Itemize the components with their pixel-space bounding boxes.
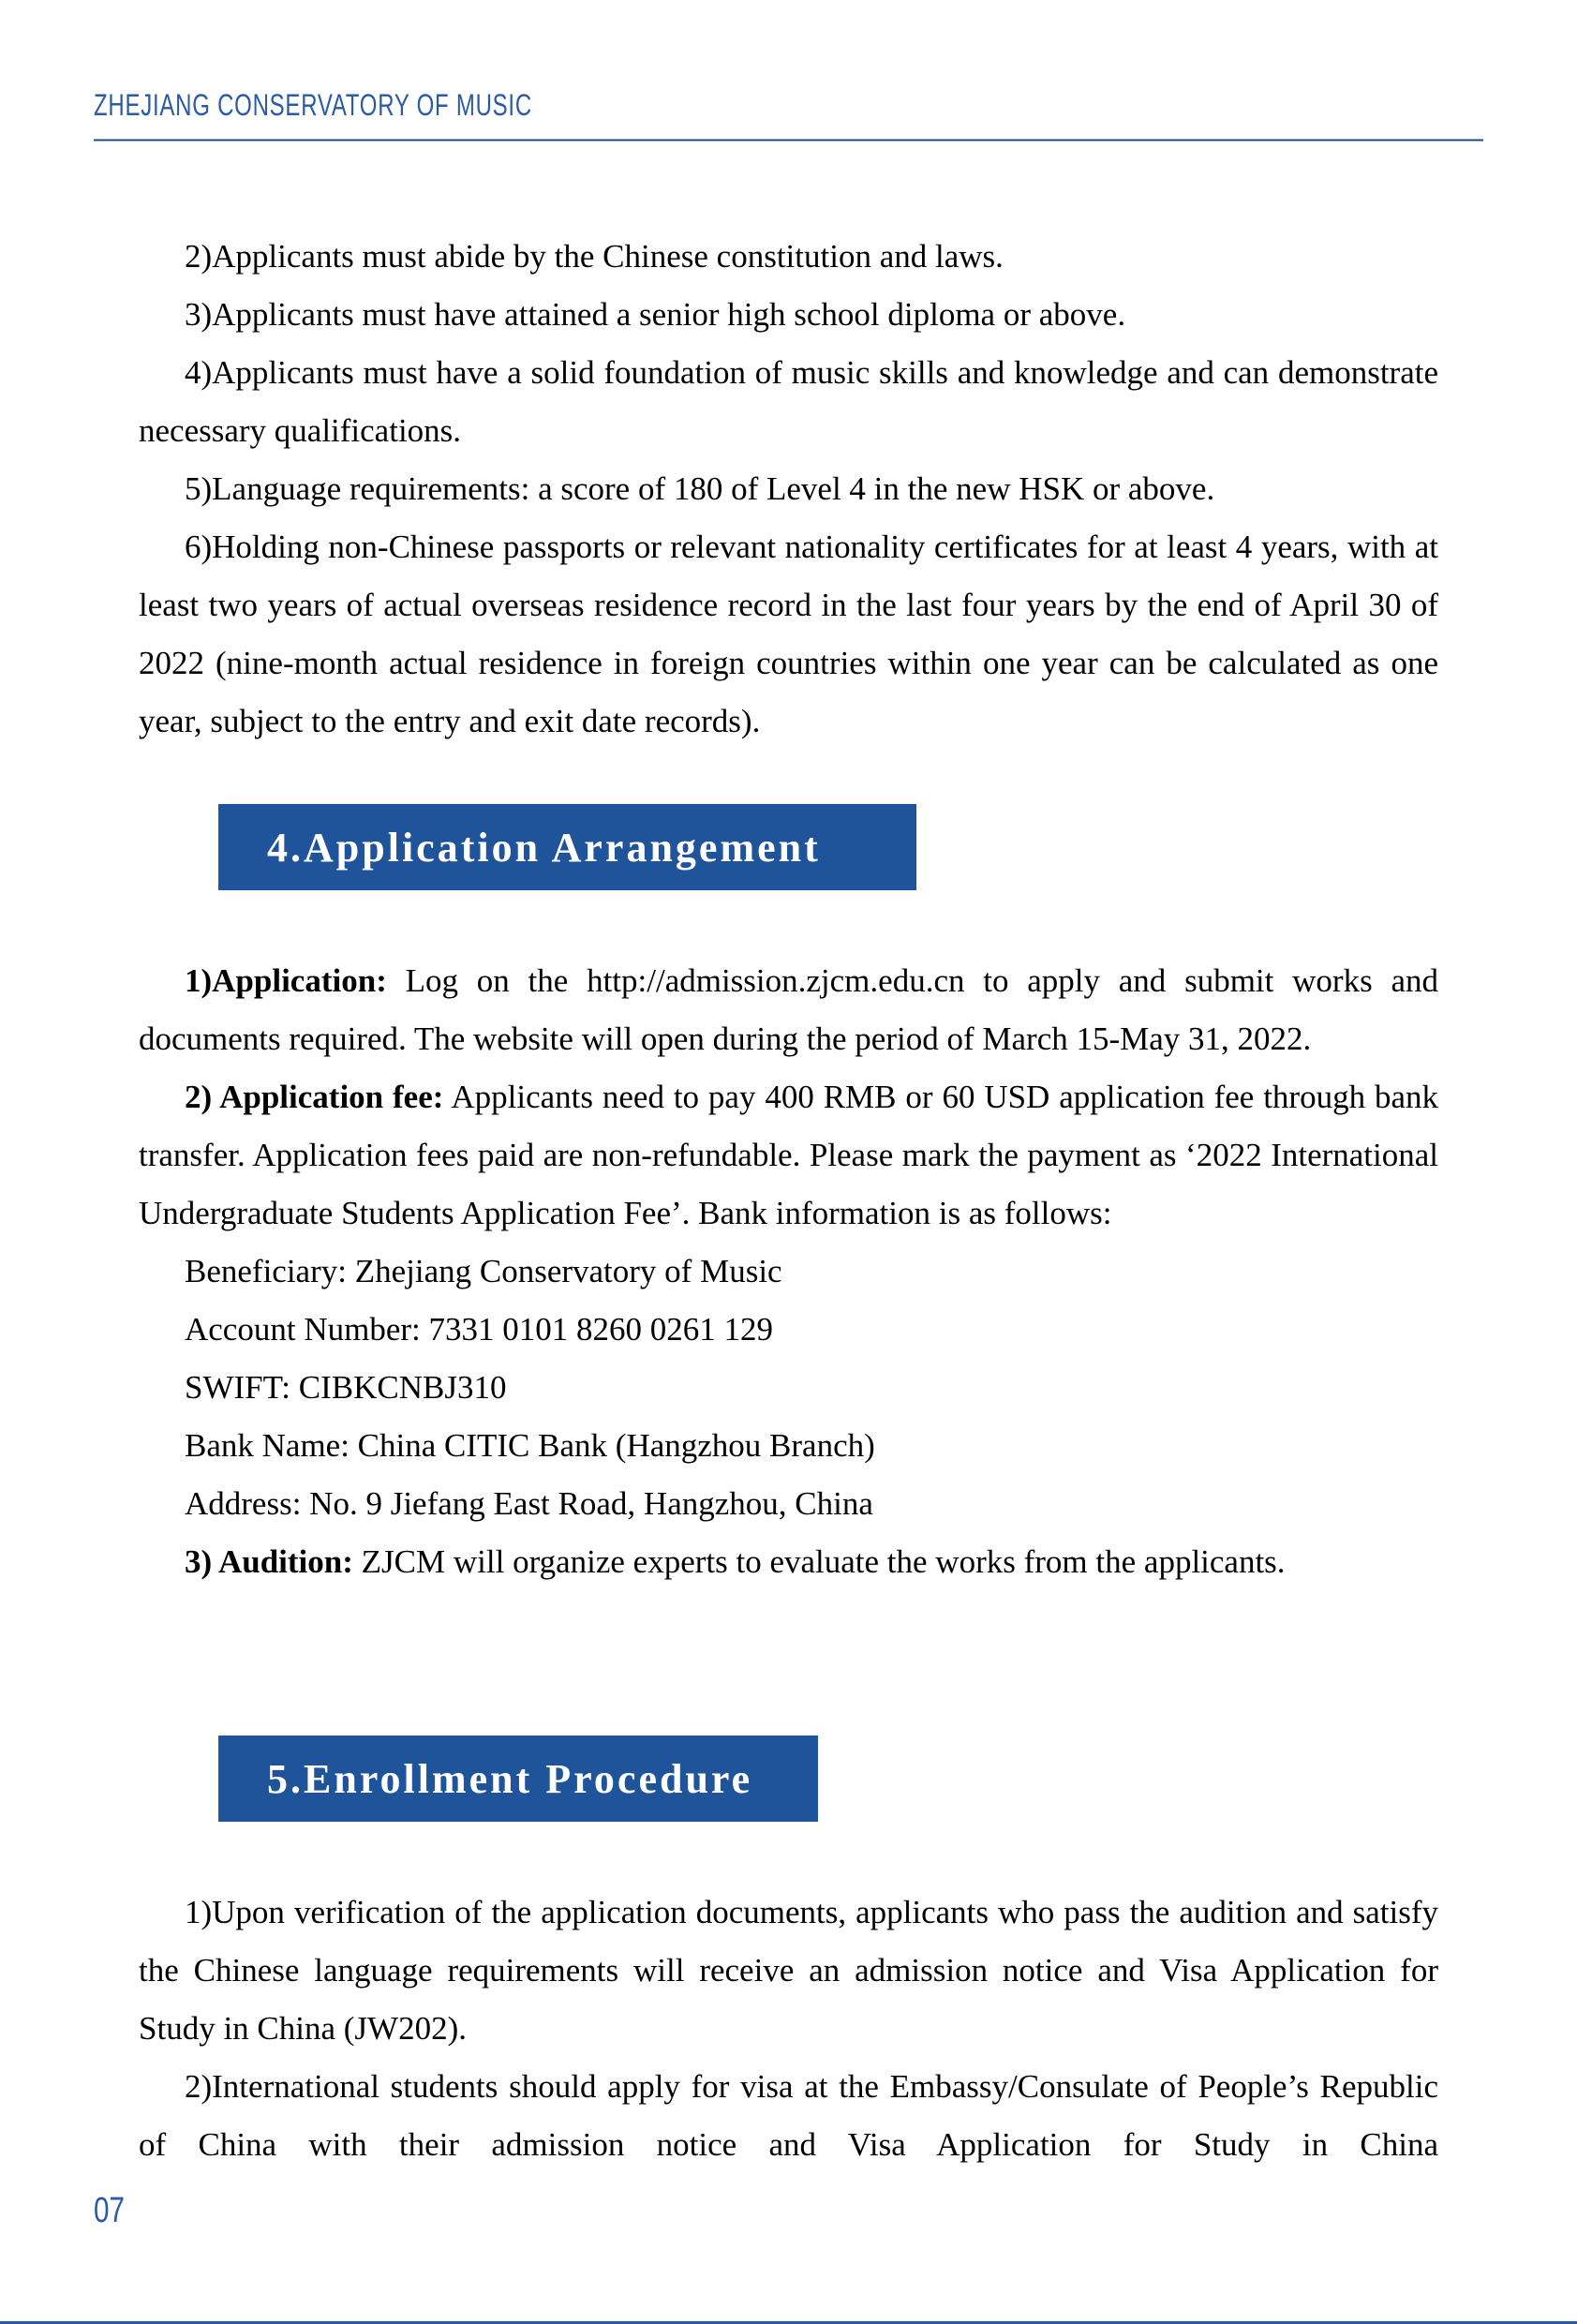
enrollment-paragraph-2: 2)International students should apply for visa at the Embassy/Consulate of People’s Republic of China with their admission notice and Visa Application for Study in China xyxy=(139,2068,1438,2163)
bank-line-beneficiary: Beneficiary: Zhejiang Conservatory of Music xyxy=(185,1253,782,1289)
application-fee-lead: 2) Application fee: xyxy=(185,1079,444,1115)
application-text: Log on the http://admission.zjcm.edu.cn to apply and submit works and documents required. The website will open during the period of March 15-May 31, 2022. xyxy=(139,962,1438,1057)
section-heading-enrollment-procedure xyxy=(218,1736,818,1822)
audition-text: ZJCM will organize experts to evaluate the works from the applicants. xyxy=(352,1543,1286,1580)
page-header-title: ZHEJIANG CONSERVATORY OF MUSIC xyxy=(94,88,532,122)
enrollment-procedure-paragraphs xyxy=(139,1884,1438,2174)
enrollment-paragraph-1: 1)Upon verification of the application documents, applicants who pass the audition and satisfy the Chinese language requirements will receive an admission notice and Visa Application for Study in China (JW202). xyxy=(139,1894,1438,2047)
eligibility-item-4: 4)Applicants must have a solid foundation of music skills and knowledge and can demonstrate necessary qualifications. xyxy=(139,354,1438,449)
eligibility-item-2: 2)Applicants must abide by the Chinese constitution and laws. xyxy=(185,238,1004,275)
eligibility-item-5: 5)Language requirements: a score of 180 of Level 4 in the new HSK or above. xyxy=(185,470,1215,507)
application-paragraph xyxy=(139,952,1438,1068)
page-number: 07 xyxy=(94,2191,125,2230)
bank-line-swift: SWIFT: CIBKCNBJ310 xyxy=(185,1369,507,1406)
audition-lead: 3) Audition: xyxy=(185,1543,353,1580)
eligibility-paragraphs xyxy=(139,228,1438,751)
bank-line-address: Address: No. 9 Jiefang East Road, Hangzhou, China xyxy=(185,1485,873,1522)
application-arrangement-paragraphs xyxy=(139,952,1438,1591)
application-lead: 1)Application: xyxy=(185,962,387,999)
audition-paragraph xyxy=(139,1533,1438,1591)
header-divider xyxy=(94,139,1483,142)
section-heading-label: 5.Enrollment Procedure xyxy=(267,1755,753,1802)
eligibility-item-3: 3)Applicants must have attained a senior high school diploma or above. xyxy=(185,296,1126,333)
section-heading-application-arrangement xyxy=(218,804,916,890)
application-fee-paragraph xyxy=(139,1068,1438,1243)
eligibility-item-6: 6)Holding non-Chinese passports or relevant nationality certificates for at least 4 years, with at least two years of actual overseas residence record in the last four years by the end of April 30 of 2022 (nine-month actual residence in foreign countries within one year can be calculated as one year, subject to the entry and exit date records). xyxy=(139,529,1438,739)
bank-line-bank-name: Bank Name: China CITIC Bank (Hangzhou Branch) xyxy=(185,1427,875,1464)
bank-line-account-number: Account Number: 7331 0101 8260 0261 129 xyxy=(185,1311,773,1348)
section-heading-label: 4.Application Arrangement xyxy=(267,824,821,871)
application-fee-text: Applicants need to pay 400 RMB or 60 USD application fee through bank transfer. Application fees paid are non-refundable. Please mark the payment as ‘2022 International Undergraduate Students Application Fee’. Bank information is as follows: xyxy=(139,1079,1438,1231)
